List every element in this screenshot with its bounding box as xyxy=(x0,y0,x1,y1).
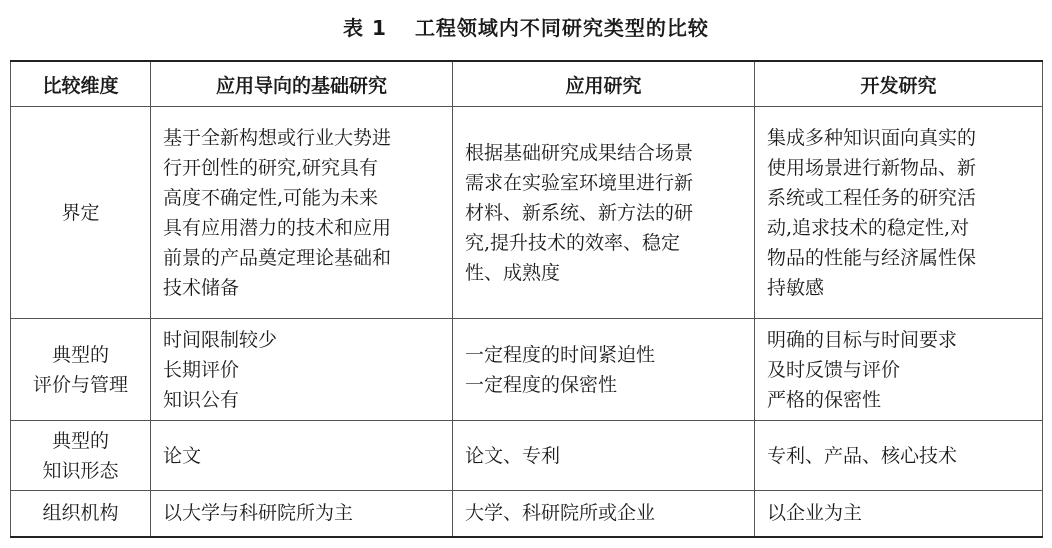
cell-line: 以大学与科研院所为主 xyxy=(163,502,354,525)
table-cell xyxy=(151,421,453,491)
table-cell xyxy=(755,491,1043,537)
cell-line: 长期评价 xyxy=(163,358,240,381)
row-dimension-line: 典型的 xyxy=(51,429,109,452)
table-cell xyxy=(151,319,453,421)
header-row xyxy=(11,61,1043,107)
table-caption xyxy=(0,14,1052,42)
row-dimension xyxy=(11,319,151,421)
cell-line: 物品的性能与经济属性保 xyxy=(767,246,977,269)
cell-line: 行开创性的研究,研究具有 xyxy=(163,156,379,179)
row-dimension xyxy=(11,107,151,319)
cell-line: 时间限制较少 xyxy=(163,328,278,351)
table-cell xyxy=(755,421,1043,491)
table-cell xyxy=(453,319,755,421)
cell-line: 前景的产品奠定理论基础和 xyxy=(163,246,392,269)
cell-line: 论文、专利 xyxy=(465,444,561,467)
table-cell xyxy=(151,491,453,537)
cell-line: 及时反馈与评价 xyxy=(767,358,901,381)
header-dimension: 比较维度 xyxy=(11,61,151,107)
cell-line: 高度不确定性,可能为未来 xyxy=(163,186,379,209)
comparison-table xyxy=(10,60,1043,538)
cell-line: 需求在实验室环境里进行新 xyxy=(465,171,694,194)
header-applied-basic-research: 应用导向的基础研究 xyxy=(151,61,453,107)
row-dimension xyxy=(11,421,151,491)
row-dimension-line: 组织机构 xyxy=(42,502,119,525)
cell-line: 专利、产品、核心技术 xyxy=(767,444,958,467)
cell-line: 使用场景进行新物品、新 xyxy=(767,156,977,179)
cell-line: 系统或工程任务的研究活 xyxy=(767,186,977,209)
row-dimension-line: 典型的 xyxy=(51,343,109,366)
cell-line: 具有应用潜力的技术和应用 xyxy=(163,216,392,239)
cell-line: 明确的目标与时间要求 xyxy=(767,328,958,351)
table-cell xyxy=(151,107,453,319)
cell-line: 究,提升技术的效率、稳定 xyxy=(465,231,681,254)
cell-line: 动,追求技术的稳定性,对 xyxy=(767,216,970,239)
cell-line: 大学、科研院所或企业 xyxy=(465,502,656,525)
header-development-research: 开发研究 xyxy=(755,61,1043,107)
row-dimension-line: 评价与管理 xyxy=(32,373,128,396)
table-cell xyxy=(453,421,755,491)
cell-line: 严格的保密性 xyxy=(767,388,882,411)
cell-line: 基于全新构想或行业大势进 xyxy=(163,126,392,149)
cell-line: 根据基础研究成果结合场景 xyxy=(465,141,694,164)
table-row xyxy=(11,107,1043,319)
cell-line: 持敏感 xyxy=(767,276,825,299)
table-row xyxy=(11,421,1043,491)
cell-line: 一定程度的时间紧迫性 xyxy=(465,343,656,366)
table-number: 表 1 xyxy=(343,16,387,40)
row-dimension-line: 界定 xyxy=(61,201,100,224)
table-cell xyxy=(453,107,755,319)
cell-line: 论文 xyxy=(163,444,202,467)
table-cell xyxy=(453,491,755,537)
table-row xyxy=(11,319,1043,421)
table-title: 工程领域内不同研究类型的比较 xyxy=(414,16,709,40)
table-cell xyxy=(755,319,1043,421)
cell-line: 材料、新系统、新方法的研 xyxy=(465,201,694,224)
cell-line: 集成多种知识面向真实的 xyxy=(767,126,977,149)
header-applied-research: 应用研究 xyxy=(453,61,755,107)
cell-line: 知识公有 xyxy=(163,388,240,411)
table-row xyxy=(11,491,1043,537)
cell-line: 技术储备 xyxy=(163,276,240,299)
row-dimension-line: 知识形态 xyxy=(42,459,119,482)
cell-line: 一定程度的保密性 xyxy=(465,373,618,396)
cell-line: 以企业为主 xyxy=(767,502,863,525)
cell-line: 性、成熟度 xyxy=(465,261,561,284)
row-dimension xyxy=(11,491,151,537)
table-cell xyxy=(755,107,1043,319)
